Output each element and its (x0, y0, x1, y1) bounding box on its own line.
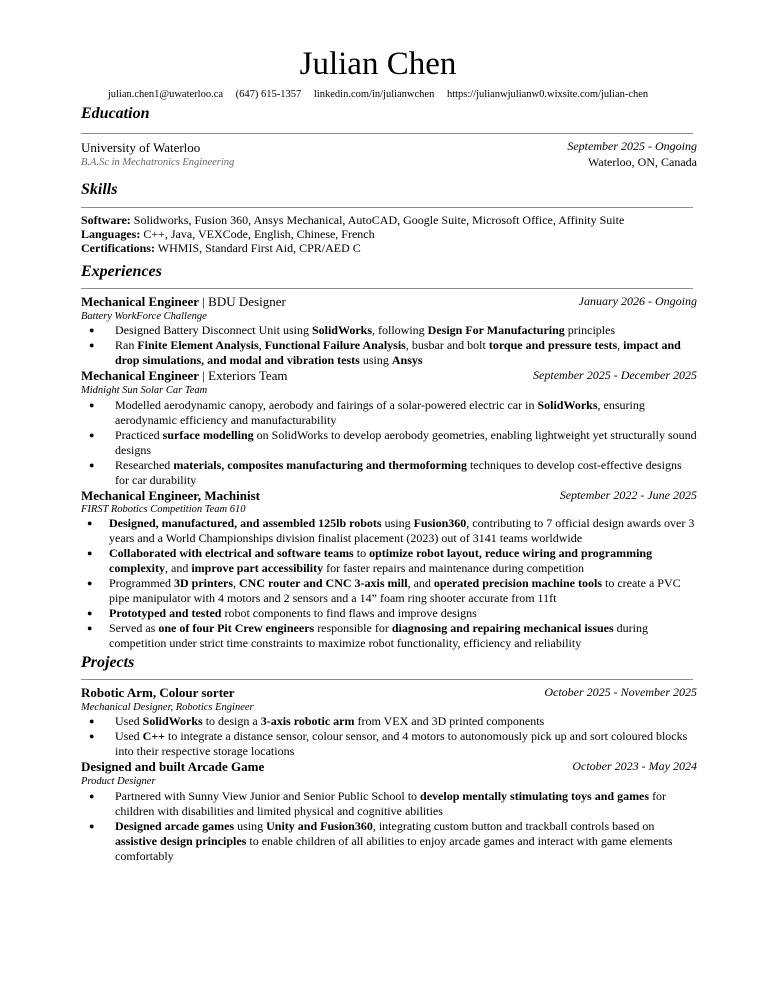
job-bullets (81, 323, 697, 368)
job-bullets (81, 398, 697, 488)
skills-software (81, 213, 697, 228)
email-text: julian.chen1@uwaterloo.ca (107, 89, 224, 100)
contact-line (0, 88, 756, 102)
project-dates: October 2023 - May 2024 (572, 759, 697, 773)
skill-value: C++, Java, VEXCode, English, Chinese, French (143, 227, 375, 241)
section-divider (81, 679, 693, 680)
section-divider (81, 288, 693, 289)
bullet-item: ● Designed Battery Disconnect Unit using SolidWorks, following Design For Manufacturing principles (81, 323, 697, 338)
skills-languages (81, 227, 697, 242)
bullet-item: ● Modelled aerodynamic canopy, aerobody and fairings of a solar-powered electric car in SolidWorks, ensuring aerodynamic efficiency and manufacturability (81, 398, 697, 428)
experiences-heading: Experiences (81, 263, 162, 280)
skill-label: Languages: (81, 227, 141, 241)
education-location: Waterloo, ON, Canada (588, 155, 697, 169)
website-text: https://julianwjulianw0.wixsite.com/julian-chen (446, 89, 649, 100)
bullet-item: ● Programmed 3D printers, CNC router and CNC 3-axis mill, and operated precision machine tools to create a PVC pipe manipulator with 4 motors and 2 sensors and a 14” foam ring shooter accurate from 11ft (81, 576, 697, 606)
project-dates: October 2025 - November 2025 (544, 685, 697, 699)
bullet-item: ● Researched materials, composites manufacturing and thermoforming techniques to develop cost-effective designs for car durability (81, 458, 697, 488)
phone-text: (647) 615-1357 (235, 89, 302, 100)
project-role: Product Designer (81, 776, 156, 787)
education-dates: September 2025 - Ongoing (567, 139, 697, 153)
skills-certifications (81, 241, 697, 256)
skill-label: Software: (81, 213, 131, 227)
skills-heading: Skills (81, 181, 118, 198)
project-role: Mechanical Designer, Robotics Engineer (81, 702, 254, 713)
job-team: | BDU Designer (199, 294, 286, 309)
job-role: Mechanical Engineer, Machinist (81, 488, 260, 503)
bullet-item: ● Partnered with Sunny View Junior and Senior Public School to develop mentally stimulating toys and games for children with disabilities and limited physical and cognitive abilities (81, 789, 697, 819)
job-role: Mechanical Engineer (81, 368, 200, 383)
skill-value: WHMIS, Standard First Aid, CPR/AED C (157, 241, 361, 255)
section-divider (81, 133, 693, 134)
job-organization: Midnight Sun Solar Car Team (81, 385, 208, 396)
candidate-name: Julian Chen (299, 46, 457, 82)
project-bullets (81, 789, 697, 864)
school-name: University of Waterloo (81, 140, 201, 155)
bullet-item: ● Designed, manufactured, and assembled 125lb robots using Fusion360, contributing to 7 official design awards over 3 years and a World Championships division finalist placement (2023) out of 3141 teams worldwide (81, 516, 697, 546)
education-heading: Education (81, 105, 150, 122)
job-dates: September 2025 - December 2025 (533, 368, 697, 382)
skill-value: Solidworks, Fusion 360, Ansys Mechanical, AutoCAD, Google Suite, Microsoft Office, Affinity Suite (133, 213, 625, 227)
bullet-item: ● Used SolidWorks to design a 3-axis robotic arm from VEX and 3D printed components (81, 714, 697, 729)
project-bullets (81, 714, 697, 759)
job-dates: January 2026 - Ongoing (578, 294, 697, 308)
job-organization: Battery WorkForce Challenge (81, 311, 207, 322)
projects-heading: Projects (81, 654, 135, 671)
job-dates: September 2022 - June 2025 (559, 488, 697, 502)
job-organization: FIRST Robotics Competition Team 610 (81, 504, 246, 515)
linkedin-text: linkedin.com/in/julianwchen (313, 89, 435, 100)
section-divider (81, 207, 693, 208)
bullet-item: ● Designed arcade games using Unity and Fusion360, integrating custom button and trackball controls based on assistive design principles to enable children of all abilities to enjoy arcade games and interact with game elements comfortably (81, 819, 697, 864)
project-name: Designed and built Arcade Game (81, 759, 265, 774)
skill-label: Certifications: (81, 241, 155, 255)
bullet-item: ● Served as one of four Pit Crew engineers responsible for diagnosing and repairing mechanical issues during competition under strict time constraints to maximize robot functionality, efficiency and reliability (81, 621, 697, 651)
job-team: | Exteriors Team (199, 368, 288, 383)
bullet-item: ● Collaborated with electrical and software teams to optimize robot layout, reduce wiring and programming complexity, and improve part accessibility for faster repairs and maintenance during competition (81, 546, 697, 576)
job-bullets (81, 516, 697, 651)
project-name: Robotic Arm, Colour sorter (81, 685, 235, 700)
bullet-item: ● Practiced surface modelling on SolidWorks to develop aerobody geometries, enabling lightweight yet structurally sound designs (81, 428, 697, 458)
bullet-item: ● Ran Finite Element Analysis, Functional Failure Analysis, busbar and bolt torque and pressure tests, impact and drop simulations, and modal and vibration tests using Ansys (81, 338, 697, 368)
bullet-item: ● Used C++ to integrate a distance sensor, colour sensor, and 4 motors to autonomously pick up and sort coloured blocks into their respective storage locations (81, 729, 697, 759)
bullet-item: ● Prototyped and tested robot components to find flaws and improve designs (81, 606, 697, 621)
degree-text: B.A.Sc in Mechatronics Engineering (81, 157, 235, 168)
job-role: Mechanical Engineer (81, 294, 200, 309)
